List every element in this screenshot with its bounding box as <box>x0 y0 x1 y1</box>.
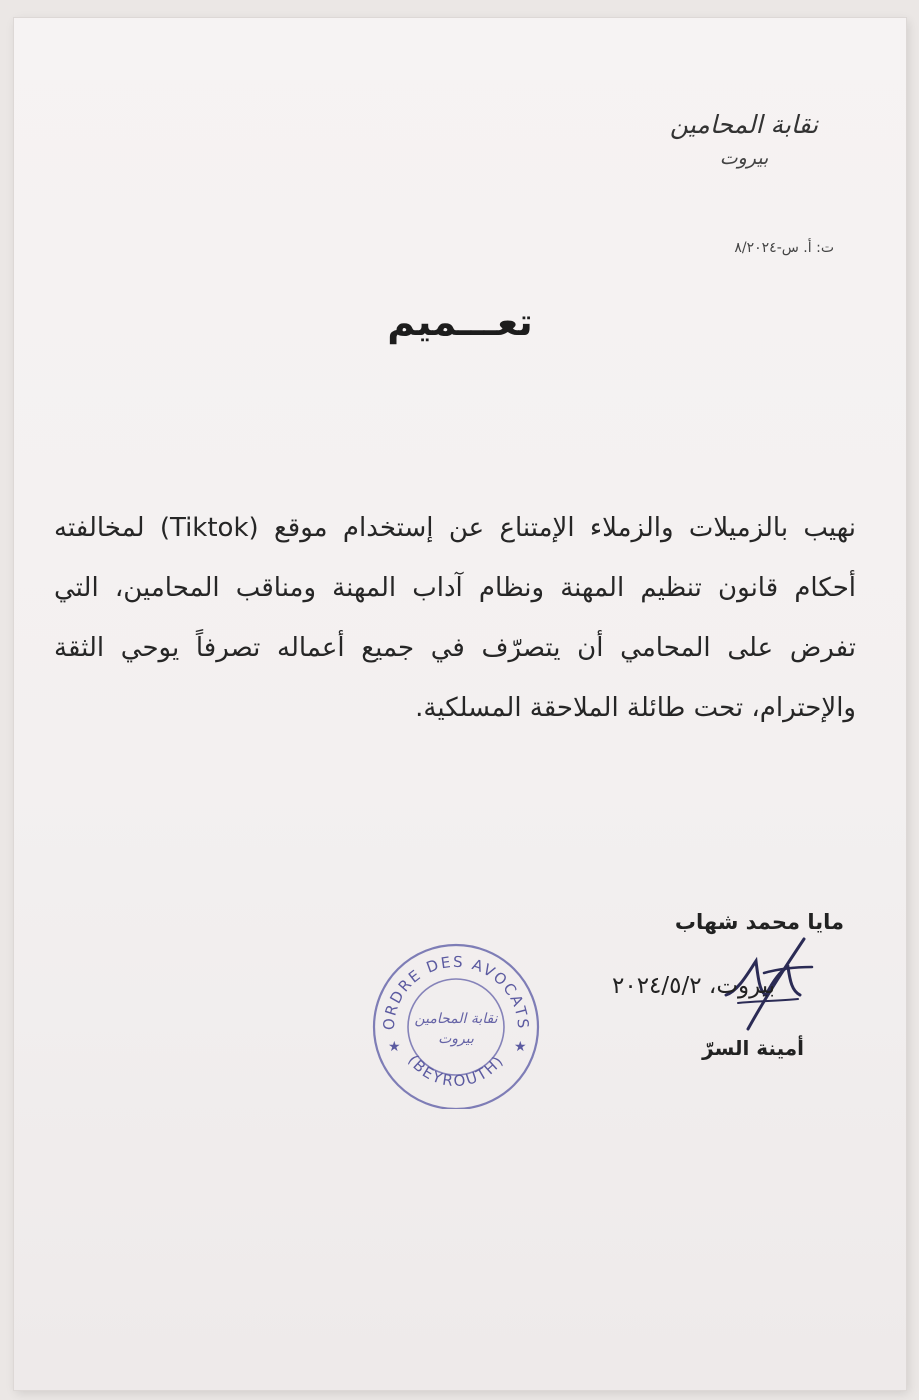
stamp-bottom-text: (BEYROUTH) <box>404 1051 508 1091</box>
letterhead-city: بيروت <box>719 147 769 169</box>
date-line: بيروت، ٢٠٢٤/٥/٢ <box>612 973 776 999</box>
stamp-center-line1: نقابة المحامين <box>414 1011 498 1027</box>
stamp-star-left-icon: ★ <box>388 1039 401 1055</box>
signer-name: مايا محمد شهاب <box>674 910 844 934</box>
official-stamp <box>366 939 546 1109</box>
document-body <box>54 498 856 738</box>
document-title: تعـــميم <box>387 300 533 344</box>
signer-title: أمينة السرّ <box>702 1036 804 1060</box>
stamp-center-line2: بيروت <box>438 1031 474 1047</box>
stamp-star-right-icon: ★ <box>514 1039 527 1055</box>
letterhead-name: نقابة المحامين <box>669 110 819 139</box>
document-page <box>14 18 906 1390</box>
letterhead <box>644 110 844 170</box>
reference-number: ت: أ. س-٨/٢٠٢٤ <box>734 240 834 256</box>
body-paragraph: نهيب بالزميلات والزملاء الإمتناع عن إستخدام موقع (Tiktok) لمخالفته أحكام قانون تنظيم المهنة ونظام آداب المهنة ومناقب المحامين، التي تفرض على المحامي أن يتصرّف في جميع أعماله تصرفاً يوحي الثقة والإحترام، تحت طائلة الملاحقة المسلكية. <box>54 513 856 723</box>
stamp-top-text: ORDRE DES AVOCATS <box>379 952 533 1031</box>
